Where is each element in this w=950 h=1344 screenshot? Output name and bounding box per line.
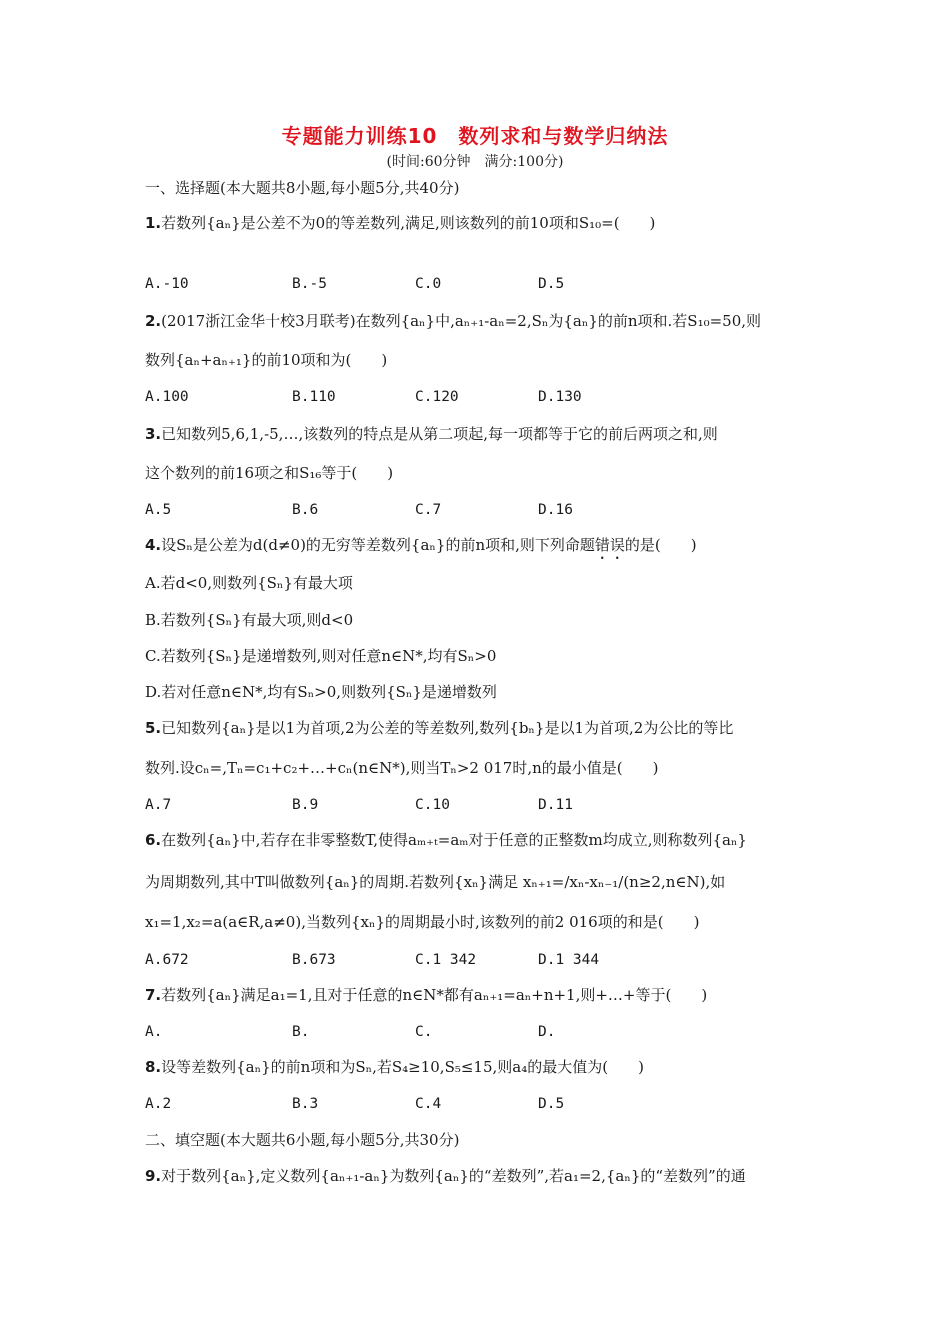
question-8	[145, 1057, 644, 1077]
option-b: B.673	[292, 952, 336, 968]
option-d: D.	[538, 1024, 556, 1040]
question-text: 若数列{aₙ}是公差不为0的等差数列,满足,则该数列的前10项和S₁₀=( )	[161, 214, 656, 232]
option-c: C.0	[415, 276, 442, 292]
question-5	[145, 718, 733, 738]
question-6	[145, 830, 747, 850]
question-text: 在数列{aₙ}中,若存在非零整数T,使得aₘ₊ₜ=aₘ对于任意的正整数m均成立,则称数列{aₙ}	[161, 831, 747, 849]
question-6-line-3: x₁=1,x₂=a(a∈R,a≠0),当数列{xₙ}的周期最小时,该数列的前2 016项的和是( )	[145, 913, 700, 931]
option-c: C.若数列{Sₙ}是递增数列,则对任意n∈N*,均有Sₙ>0	[145, 647, 497, 665]
section-heading-choice: 一、选择题(本大题共8小题,每小题5分,共40分)	[145, 179, 460, 197]
option-a: A.	[145, 1024, 163, 1040]
option-d: D.11	[538, 797, 573, 813]
question-text: 设等差数列{aₙ}的前n项和为Sₙ,若S₄≥10,S₅≤15,则a₄的最大值为( )	[161, 1058, 644, 1076]
page-title: 专题能力训练10 数列求和与数学归纳法	[281, 124, 669, 148]
question-number: 5.	[145, 719, 162, 737]
option-b: B.9	[292, 797, 319, 813]
option-b: B.3	[292, 1096, 319, 1112]
option-d: D.130	[538, 389, 582, 405]
question-text-end: 的是( )	[624, 536, 697, 554]
question-text: 设Sₙ是公差为d(d≠0)的无穷等差数列{aₙ}的前n项和,则下列命题	[161, 536, 595, 554]
option-d: D.16	[538, 502, 573, 518]
question-9	[145, 1166, 746, 1186]
question-number: 8.	[145, 1058, 162, 1076]
question-2	[145, 311, 761, 331]
question-3-line-2: 这个数列的前16项之和S₁₆等于( )	[145, 464, 394, 482]
option-c: C.7	[415, 502, 442, 518]
question-text: 对于数列{aₙ},定义数列{aₙ₊₁-aₙ}为数列{aₙ}的“差数列”,若a₁=2,{aₙ}的“差数列”的通	[161, 1167, 746, 1185]
question-4	[145, 535, 697, 563]
question-7	[145, 985, 707, 1005]
option-a: A.若d<0,则数列{Sₙ}有最大项	[145, 574, 353, 592]
question-number: 4.	[145, 536, 162, 554]
option-b: B.-5	[292, 276, 327, 292]
question-2-line-2: 数列{aₙ+aₙ₊₁}的前10项和为( )	[145, 351, 388, 369]
question-number: 6.	[145, 831, 162, 849]
question-text: 已知数列5,6,1,-5,…,该数列的特点是从第二项起,每一项都等于它的前后两项之和,则	[161, 425, 718, 443]
option-c: C.4	[415, 1096, 442, 1112]
option-d: D.5	[538, 276, 565, 292]
question-number: 2.	[145, 312, 162, 330]
page-subtitle: (时间:60分钟 满分:100分)	[386, 154, 564, 170]
option-b: B.	[292, 1024, 310, 1040]
question-text: (2017浙江金华十校3月联考)在数列{aₙ}中,aₙ₊₁-aₙ=2,Sₙ为{aₙ}的前n项和.若S₁₀=50,则	[161, 312, 762, 330]
question-text: 已知数列{aₙ}是以1为首项,2为公差的等差数列,数列{bₙ}是以1为首项,2为公比的等比	[161, 719, 734, 737]
question-number: 9.	[145, 1167, 162, 1185]
option-d: D.若对任意n∈N*,均有Sₙ>0,则数列{Sₙ}是递增数列	[145, 683, 497, 701]
option-c: C.1 342	[415, 952, 477, 968]
option-c: C.	[415, 1024, 433, 1040]
option-a: A.100	[145, 389, 189, 405]
option-a: A.5	[145, 502, 172, 518]
emphasis-text: 错误	[594, 536, 625, 554]
question-number: 1.	[145, 214, 162, 232]
option-a: A.-10	[145, 276, 189, 292]
question-number: 3.	[145, 425, 162, 443]
option-a: A.7	[145, 797, 172, 813]
option-a: A.672	[145, 952, 189, 968]
option-b: B.6	[292, 502, 319, 518]
question-number: 7.	[145, 986, 162, 1004]
question-1	[145, 213, 655, 233]
option-d: D.5	[538, 1096, 565, 1112]
option-a: A.2	[145, 1096, 172, 1112]
option-c: C.10	[415, 797, 450, 813]
option-d: D.1 344	[538, 952, 600, 968]
question-6-line-2: 为周期数列,其中T叫做数列{aₙ}的周期.若数列{xₙ}满足 xₙ₊₁=/xₙ-xₙ₋₁/(n≥2,n∈N),如	[145, 873, 726, 891]
question-5-line-2: 数列.设cₙ=,Tₙ=c₁+c₂+…+cₙ(n∈N*),则当Tₙ>2 017时,n的最小值是( )	[145, 759, 659, 777]
option-b: B.若数列{Sₙ}有最大项,则d<0	[145, 611, 354, 629]
question-text: 若数列{aₙ}满足a₁=1,且对于任意的n∈N*都有aₙ₊₁=aₙ+n+1,则+…+等于( )	[161, 986, 708, 1004]
section-heading-fill: 二、填空题(本大题共6小题,每小题5分,共30分)	[145, 1131, 460, 1149]
option-b: B.110	[292, 389, 336, 405]
option-c: C.120	[415, 389, 459, 405]
question-3	[145, 424, 718, 444]
